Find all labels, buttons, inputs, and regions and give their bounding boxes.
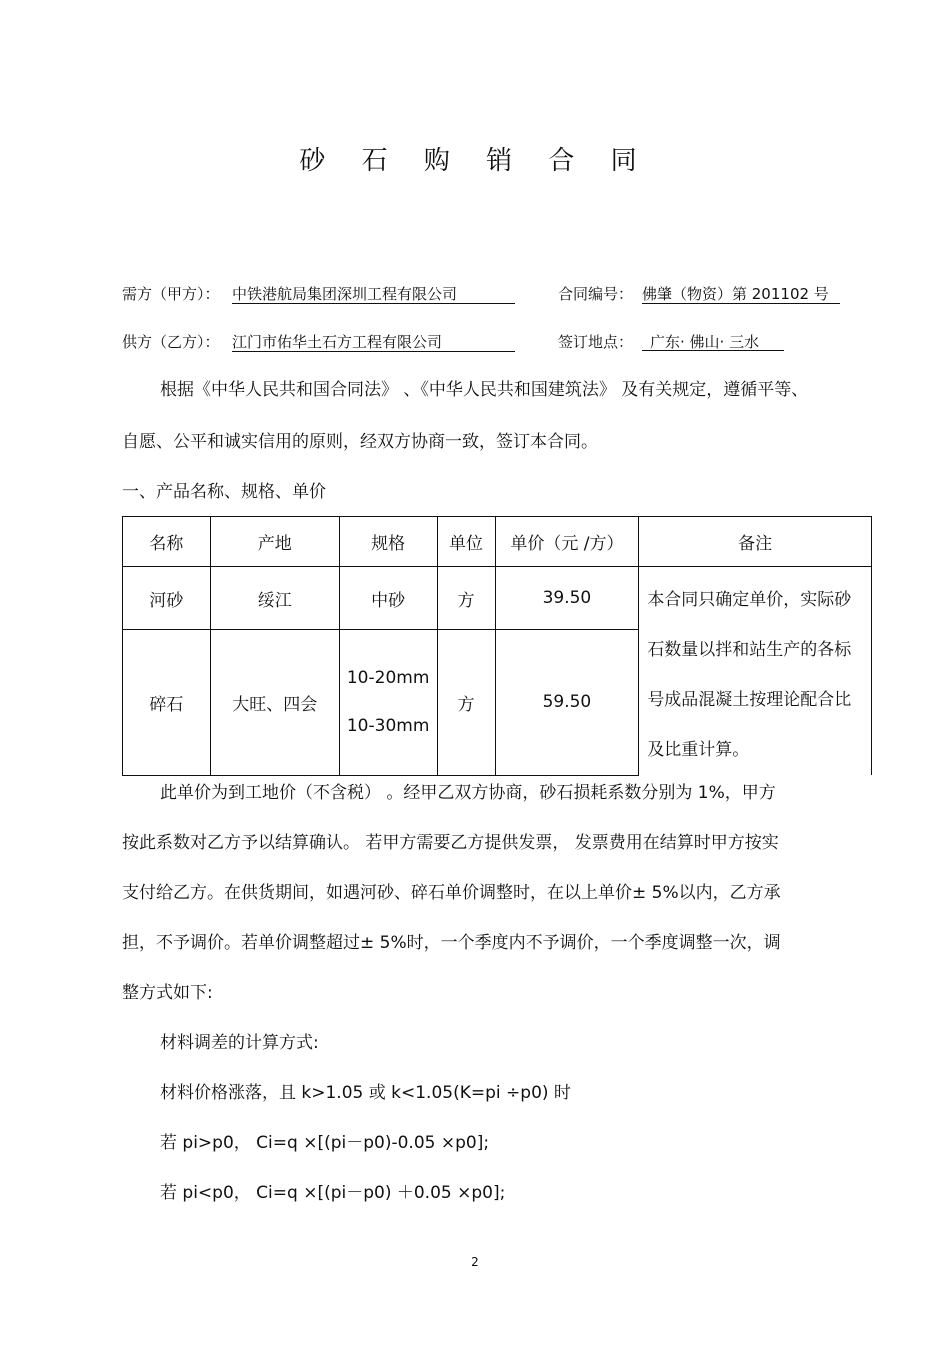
header-spec: 规格 [339,517,437,567]
header-unit: 单位 [437,517,495,567]
demander-value: 中铁港航局集团深圳工程有限公司 [232,283,515,304]
header-note: 备注 [639,517,872,567]
cell-price: 59.50 [495,630,639,775]
calc-heading: 材料调差的计算方式: [160,1033,319,1053]
cell-unit: 方 [437,567,495,630]
header-origin: 产地 [210,517,339,567]
demander-label: 需方（甲方）： [122,285,220,303]
body-line-1: 此单价为到工地价（不含税） 。经甲乙双方协商，砂石损耗系数分别为 1%，甲方 [160,783,776,803]
intro-line-2: 自愿、公平和诚实信用的原则，经双方协商一致，签订本合同。 [122,432,598,452]
supplier-value: 江门市佑华土石方工程有限公司 [232,331,515,352]
contract-no-value: 佛肇（物资）第 201102 号 [642,283,840,304]
cell-unit: 方 [437,630,495,775]
body-line-3: 支付给乙方。在供货期间，如遇河砂、碎石单价调整时，在以上单价± 5%以内，乙方承 [122,883,781,903]
supplier-label: 供方（乙方）： [122,333,220,351]
spec-value: 10-20mm [346,668,430,689]
sign-place-value: 广东· 佛山· 三水 [642,331,784,351]
header-price: 单价（元 /方） [495,517,639,567]
spec-value: 10-30mm [346,716,430,737]
cell-name: 河砂 [123,567,211,630]
cell-spec [339,630,437,775]
cell-name: 碎石 [123,630,211,775]
body-line-5: 整方式如下: [122,983,213,1003]
table-header-row [123,517,872,567]
calc-condition: 材料价格涨落，且 k>1.05 或 k<1.05(K=pi ÷p0) 时 [160,1083,571,1103]
product-table [122,516,872,776]
table-row [123,567,872,630]
page-number: 2 [471,1255,479,1269]
cell-origin: 绥江 [210,567,339,630]
section-1-heading: 一、产品名称、规格、单价 [122,482,326,502]
body-line-4: 担，不予调价。若单价调整超过± 5%时，一个季度内不予调价，一个季度调整一次，调 [122,933,781,953]
cell-spec: 中砂 [339,567,437,630]
cell-origin: 大旺、四会 [210,630,339,775]
cell-note: 本合同只确定单价，实际砂石数量以拌和站生产的各标号成品混凝土按理论配合比及比重计算。 [639,567,872,776]
formula-2: 若 pi<p0， Ci=q ×[(pi－p0) ＋0.05 ×p0]; [160,1183,506,1203]
formula-1: 若 pi>p0， Ci=q ×[(pi－p0)-0.05 ×p0]; [160,1133,490,1153]
cell-price: 39.50 [495,567,639,630]
body-line-2: 按此系数对乙方予以结算确认。 若甲方需要乙方提供发票， 发票费用在结算时甲方按实 [122,833,779,853]
header-name: 名称 [123,517,211,567]
contract-no-label: 合同编号： [558,285,634,303]
intro-line-1: 根据《中华人民共和国合同法》 、《中华人民共和国建筑法》 及有关规定，遵循平等、 [160,380,809,400]
document-title: 砂 石 购 销 合 同 [299,146,651,176]
sign-place-label: 签订地点： [558,333,634,351]
